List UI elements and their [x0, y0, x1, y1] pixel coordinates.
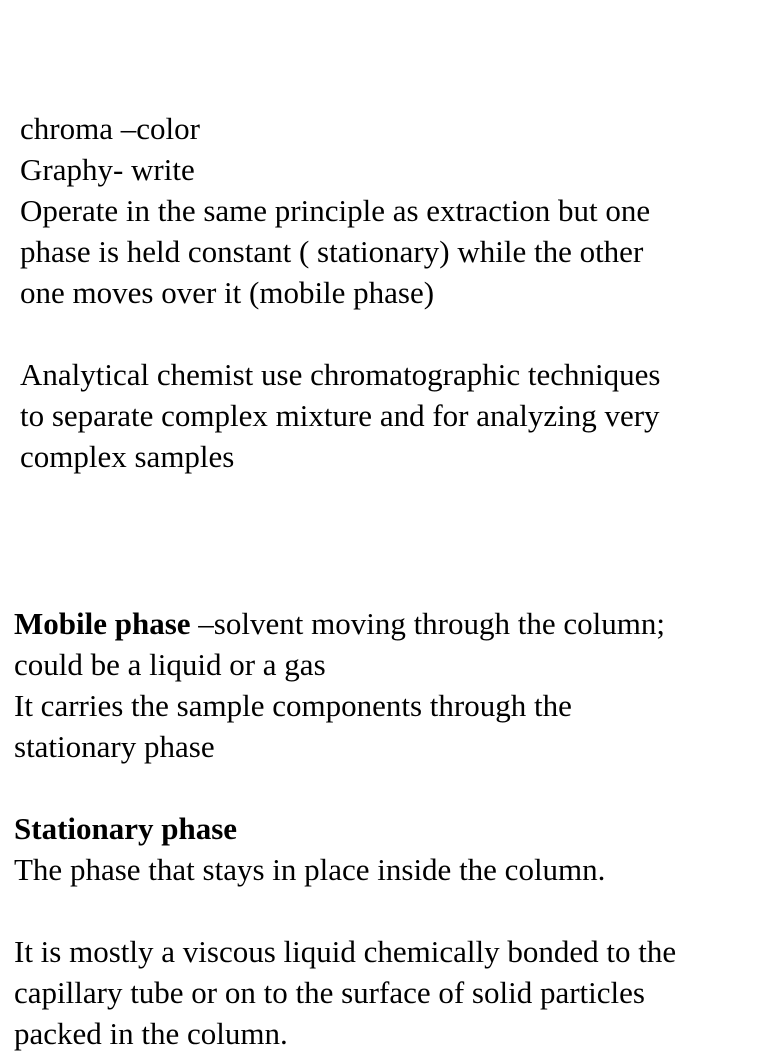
stationary-detail-text-line: It is mostly a viscous liquid chemically bonded to the [14, 934, 677, 969]
principle-text-line: Operate in the same principle as extraction but one [20, 193, 651, 228]
stationary-detail-text-line: packed in the column. [14, 1016, 288, 1051]
analytical-text-line: Analytical chemist use chromatographic techniques [20, 357, 661, 392]
mobile-phase-term: Mobile phase [14, 606, 191, 641]
mobile-phase-heading-line [14, 603, 665, 644]
stationary-phase-text-line: The phase that stays in place inside the column. [14, 852, 606, 887]
mobile-phase-text-line: It carries the sample components through the [14, 688, 572, 723]
analytical-text-line: to separate complex mixture and for analyzing very [20, 398, 660, 433]
stationary-phase-term: Stationary phase [14, 811, 238, 846]
mobile-phase-section [14, 603, 665, 767]
principle-text-line: one moves over it (mobile phase) [20, 275, 435, 310]
analytical-section [20, 354, 660, 477]
mobile-phase-definition: –solvent moving through the column; [190, 606, 665, 641]
chroma-definition: chroma –color [20, 111, 200, 146]
graphy-definition: Graphy- write [20, 152, 195, 187]
analytical-text-line: complex samples [20, 439, 235, 474]
mobile-phase-text-line: stationary phase [14, 729, 215, 764]
stationary-phase-section [14, 808, 605, 890]
stationary-detail-text-line: capillary tube or on to the surface of solid particles [14, 975, 645, 1010]
principle-text-line: phase is held constant ( stationary) while the other [20, 234, 644, 269]
stationary-detail-section [14, 931, 676, 1054]
intro-section [20, 108, 650, 313]
mobile-phase-text-line: could be a liquid or a gas [14, 647, 326, 682]
